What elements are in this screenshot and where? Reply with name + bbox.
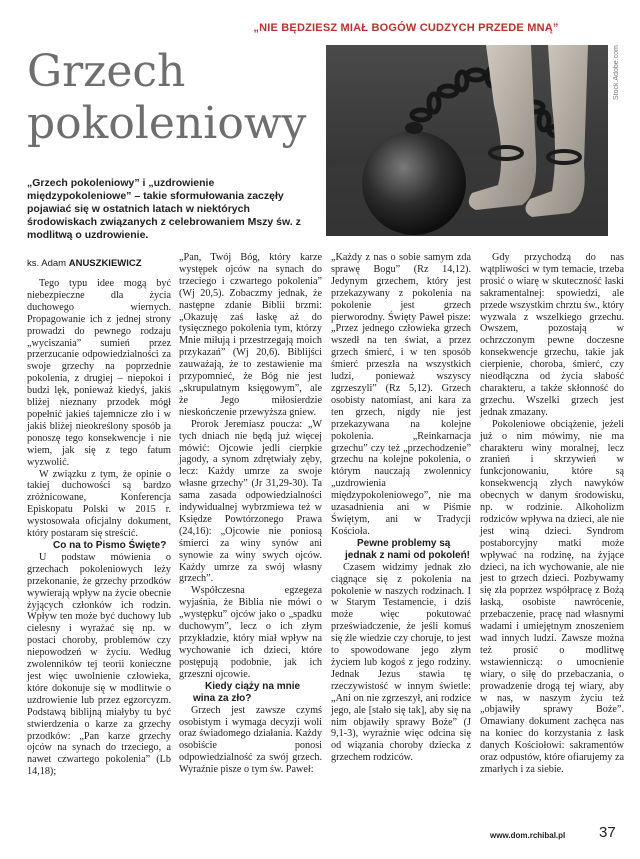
paragraph: W związku z tym, że opinie o takiej duchowości są bardzo zróżnicowane, Konferencja Episkopatu Polski w 2015 r. wystosowała oficjalny dokument, który postaram się streścić. xyxy=(27,468,171,540)
ball-and-chain-photo xyxy=(326,45,608,236)
paragraph: „Każdy z nas o sobie samym zda sprawę Bogu” (Rz 14,12). Jedynym grzechem, który jest przekazywany z pokolenia na pokolenie jest grzech pierworodny. Święty Paweł pisze: „Przez jednego człowieka grzech wszedł na ten świat, a przez grzech śmierć, i w ten sposób śmierć przeszła na wszystkich ludzi, ponieważ wszyscy zgrzeszyli” (Rz 5,12). Grzech osobisty natomiast, ani kara za ten grzech, nigdy nie jest przekazywana na kolejne pokolenia. „Reinkarnacja grzechu” czy też „przechodzenie” grzechu na kolejne pokolenia, o którym nauczają zwolennicy „uzdrowienia międzypokoleniowego”, nie ma uzasadnienia ani w Piśmie Świętym, ani w Tradycji Kościoła. xyxy=(331,252,471,537)
magazine-url: www.dom.rchibal.pl xyxy=(490,831,566,840)
text-column-2 xyxy=(179,252,322,776)
paragraph: Gdy przychodzą do nas wątpliwości w tym temacie, trzeba prosić o wiarę w skuteczność łaski sakramentalnej: spowiedzi, ale przede wszystkim chrztu św., który wyzwala z wszelkiego grzechu. Owszem, pozostają w ochrzczonym pewne doczesne konsekwencje grzechu, takie jak cierpienie, choroba, śmierć, czy nieodłączna od życia słabość charakteru, a także skłonność do grzechu. Wszelki grzech jest jednak zmazany. xyxy=(480,252,624,418)
ball-and-chain-icon xyxy=(326,45,608,236)
article-lead: „Grzech pokoleniowy” i „uzdrowienie międzypokoleniowe” – takie sformułowania zaczęły pojawiać się w ostatnich latach w niektórych środowiskach związanych z celebrowaniem Mszy św. z modlitwą o uzdrowienie. xyxy=(27,177,301,241)
paragraph: Tego typu idee mogą być niebezpieczne dla życia duchowego wiernych. Propagowanie ich z jednej strony prowadzi do pewnego rodzaju „wyciszania” sumień przez przerzucanie odpowiedzialności za swoje grzechy na poprzednie pokolenia, z drugiej – niepokoi i budzi lęk, ponieważ kiedyś, jakiś bliżej nieznany przodek mógł popełnić jakieś tajemnicze zło i w jakiś bliżej nieokreślony sposób ja ponoszę tego konsekwencje i nie wiem, jak się z tego fatum wyzwolić. xyxy=(27,278,171,468)
title-line-1: Grzech xyxy=(27,46,186,97)
section-subhead: Co na to Pismo Święte? xyxy=(53,539,167,551)
author-prefix: ks. Adam xyxy=(27,258,69,269)
author-name: ANUSZKIEWICZ xyxy=(68,258,142,269)
paragraph: Grzech jest zawsze czymś osobistym i wymaga decyzji woli oraz świadomego działania. Każdy osobiście ponosi odpowiedzialność za swój grzech. Wyraźnie pisze o tym św. Paweł: xyxy=(179,704,322,776)
text-column-4 xyxy=(480,252,624,776)
section-subhead: Kiedy ciąży na mnie wina za zło? xyxy=(193,680,301,704)
paragraph: Współczesna egzegeza wyjaśnia, że Biblia nie mówi o „występku” ojców jako o „spadku duchowym”, lecz o ich złym przykładzie, który miał wpływ na wychowanie ich dzieci, które postępują podobnie, jak ich grzeszni ojcowie. xyxy=(179,585,322,680)
article-title xyxy=(27,46,327,150)
paragraph: U podstaw mówienia o grzechach pokoleniowych leży przekonanie, że grzechy przodków wywierają wpływ na życie obecnie żyjących członków ich rodzin. Wpływ ten może być duchowy lub cielesny i wyrażać się np. w postaci choroby, problemów czy niepowodzeń w życiu. Według zwolenników tej teorii konieczne jest więc uwolnienie człowieka, które dokonuje się w modlitwie o uzdrowienie lub przez egzorcyzm. Podstawą biblijną miałyby tu być stwierdzenia o karze za grzechy przodków: „Pan karze grzechy ojców na synach do trzeciego, a nawet czwartego pokolenia” (Lb 14,18); xyxy=(27,551,171,778)
text-column-3 xyxy=(331,252,471,764)
paragraph: „Pan, Twój Bóg, który karze występek ojców na synach do trzeciego i czwartego pokolenia” (Wj 20,5). Zobaczmy jednak, że następne zdanie Biblii brzmi: „Okazuję zaś łaskę aż do tysięcznego pokolenia tym, którzy Mnie miłują i przestrzegają moich przykazań” (Wj 20,6). Biblijści zauważają, że to zestawienie ma przypomnieć, że Bóg nie jest „skrupulatnym księgowym”, ale że Jego miłosierdzie nieskończenie przewyższa gniew. xyxy=(179,252,322,418)
paragraph: Czasem widzimy jednak zło ciągnące się z pokolenia na pokolenie w naszych rodzinach. I w Starym Testamencie, i dziś może więc pokutować przeświadczenie, że jeśli komuś się źle wiedzie czy choruje, to jest to spowodowane jego złym życiem lub kogoś z jego rodziny. Jednak Jezus stawia tę rzeczywistość w innym świetle: „Ani on nie zgrzeszył, ani rodzice jego, ale [stało się tak], aby się na nim objawiły sprawy Boże” (J 9,1-3), wyraźnie więc odcina się od wiązania choroby dziecka z grzechem rodziców. xyxy=(331,561,471,764)
text-column-1 xyxy=(27,278,171,778)
author-byline xyxy=(27,258,171,269)
photo-credit: Stock.Adobe.com xyxy=(613,45,620,100)
section-subhead: Pewne problemy są jednak z nami od pokoleń! xyxy=(345,537,471,561)
series-header: „NIE BĘDZIESZ MIAŁ BOGÓW CUDZYCH PRZEDE MNĄ” xyxy=(253,22,559,34)
page-number: 37 xyxy=(599,824,616,841)
paragraph: Pokoleniowe obciążenie, jeżeli już o nim mówimy, nie ma charakteru winy moralnej, lecz zranień i skrzywień w funkcjonowaniu, które są konsekwencją złych nawyków obecnych w danym środowisku, np. w rodzinie. Alkoholizm rodziców wpływa na dzieci, ale nie jest winą dzieci. Syndrom postaborcyjny matki może wpływać na rodzinę, na żyjące dzieci, na ich wychowanie, ale nie jest to grzech dzieci. Pozbywamy się zła poprzez współpracę z Bożą łaską, osobiste nawrócenie, przebaczenie, pracę nad własnymi wadami i umiejętnym znoszeniem wad innych ludzi. Zawsze można też prosić o modlitwę wstawienniczą: o umocnienie wiary, o siłę do przebaczania, o prowadzenie drogą tej wiary, aby w nas, w naszym życiu też „objawiły sprawy Boże”. Omawiany dokument zachęca nas na koniec do korzystania z łask danych Kościołowi: sakramentów oraz odpustów, które ofiarujemy za zmarłych i za siebie. xyxy=(480,418,624,775)
paragraph: Prorok Jeremiasz poucza: „W tych dniach nie będą już więcej mówić: Ojcowie jedli cierpkie jagody, a synom zdrętwiały zęby, lecz: Każdy umrze za swoje własne grzechy” (Jr 31,29-30). Ta sama zasada odpowiedzialności indywidualnej wybrzmiewa też w Księdze Powtórzonego Prawa (24,16): „Ojcowie nie poniosą śmierci za winy synów ani synowie za winy swych ojców. Każdy umrze za swój własny grzech”. xyxy=(179,418,322,585)
title-line-2: pokoleniowy xyxy=(27,98,307,149)
